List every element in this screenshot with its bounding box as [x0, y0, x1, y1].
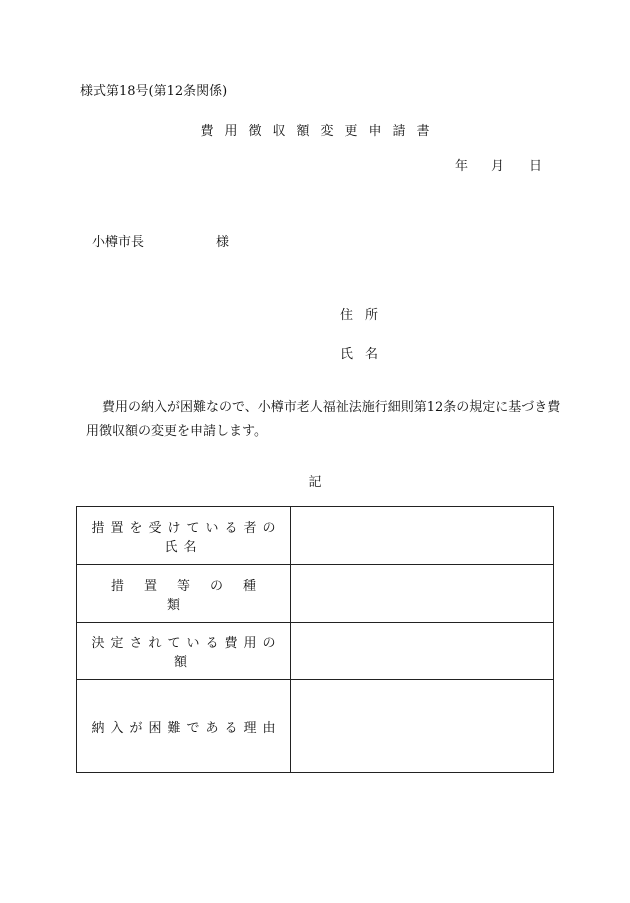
record-table [76, 506, 554, 773]
table-row [77, 565, 554, 623]
row-label-decided-amount: 決定されている費用の額 [77, 623, 291, 680]
applicant-address-label: 住所 [340, 308, 391, 323]
date-year-label: 年 [455, 159, 469, 174]
statement-text: 費用の納入が困難なので、小樽市老人福祉法施行細則第12条の規定に基づき費用徴収額の変更を申請します。 [86, 400, 561, 439]
table-row [77, 623, 554, 680]
measure-type-field[interactable] [291, 565, 554, 623]
date-line [455, 155, 542, 174]
ki-heading: 記 [308, 475, 322, 490]
document-title: 費用徴収額変更申請書 [200, 124, 441, 139]
row-label-subject-name: 措置を受けている者の氏名 [77, 507, 291, 565]
table-row [77, 680, 554, 773]
subject-name-field[interactable] [291, 507, 554, 565]
difficulty-reason-field[interactable] [291, 680, 554, 773]
decided-amount-field[interactable] [291, 623, 554, 680]
addressee [92, 231, 229, 250]
row-label-difficulty-reason: 納入が困難である理由 [77, 680, 291, 773]
addressee-honorific: 様 [216, 235, 230, 250]
addressee-name: 小樽市長 [92, 235, 145, 250]
table-row [77, 507, 554, 565]
form-number: 様式第18号(第12条関係) [80, 84, 228, 99]
applicant-name-label: 氏名 [340, 347, 391, 362]
date-day-label: 日 [529, 159, 543, 174]
row-label-measure-type: 措置等の種類 [77, 565, 291, 623]
date-month-label: 月 [491, 159, 505, 174]
